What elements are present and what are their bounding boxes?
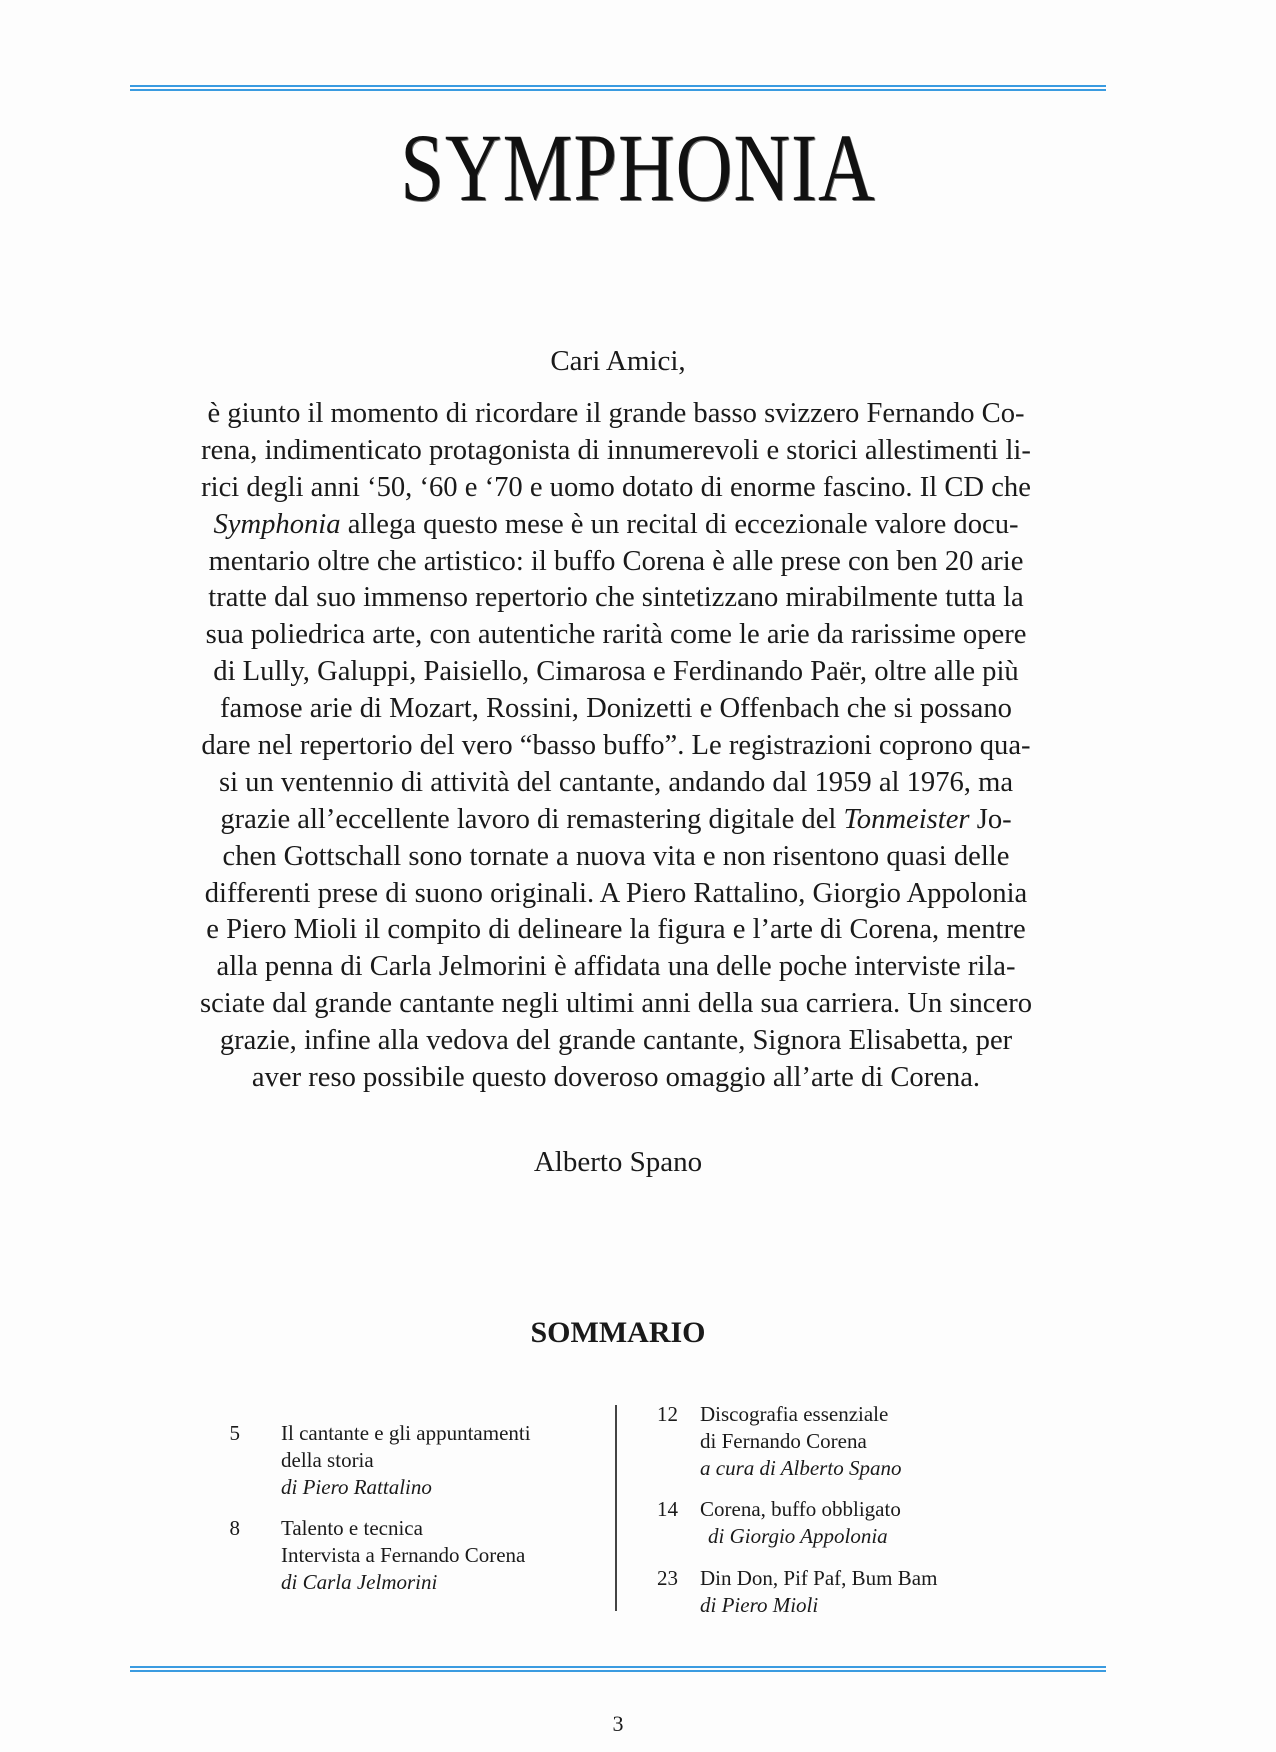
body-line: si un ventennio di attività del cantante, andando dal 1959 al 1976, ma (218, 766, 1014, 798)
toc-page-number: 12 (657, 1402, 678, 1426)
page-number: 3 (612, 1711, 624, 1736)
body-line: dare nel repertorio del vero “basso buffo”. Le registrazioni coprono qua- (201, 730, 1031, 762)
body-line: rena, indimenticato protagonista di innumerevoli e storici allestimenti li- (201, 434, 1031, 466)
toc-line: di Fernando Corena (700, 1429, 867, 1453)
toc-line: Discografia essenziale (700, 1402, 889, 1426)
toc-page-number: 23 (657, 1566, 678, 1590)
toc-page-number: 8 (229, 1516, 240, 1540)
toc-text (281, 1420, 531, 1501)
toc-line: Din Don, Pif Paf, Bum Bam (700, 1566, 938, 1590)
bottom-double-rule (130, 1666, 1106, 1672)
body-line: chen Gottschall sono tornate a nuova vita e non risentono quasi delle (222, 840, 1010, 872)
toc-text (281, 1515, 525, 1596)
toc-text (700, 1496, 901, 1550)
toc-line: Il cantante e gli appuntamenti (281, 1421, 531, 1445)
letter-greeting: Cari Amici, (550, 345, 686, 377)
body-line: differenti prese di suono originali. A Piero Rattalino, Giorgio Appolonia (204, 877, 1028, 909)
italic-magazine-name: Symphonia (213, 508, 341, 540)
body-line (136, 802, 1096, 839)
body-line: famose arie di Mozart, Rossini, Donizetti e Offenbach che si possano (220, 693, 1012, 725)
toc-text (700, 1565, 937, 1619)
body-line: di Lully, Galuppi, Paisiello, Cimarosa e Ferdinando Paër, oltre alle più (213, 656, 1019, 688)
body-line: aver reso possibile questo doveroso omaggio all’arte di Corena. (251, 1062, 981, 1094)
body-line: è giunto il momento di ricordare il grande basso svizzero Fernando Co- (207, 398, 1025, 429)
toc-author: di Giorgio Appolonia (708, 1524, 888, 1548)
toc-line: Intervista a Fernando Corena (281, 1543, 526, 1567)
body-line (136, 507, 1096, 544)
body-line-end: Jo- (969, 803, 1012, 835)
body-line: grazie, infine alla vedova del grande cantante, Signora Elisabetta, per (219, 1025, 1013, 1057)
body-line: alla penna di Carla Jelmorini è affidata una delle poche interviste rila- (216, 951, 1016, 983)
toc-line: Talento e tecnica (281, 1516, 423, 1540)
body-line: e Piero Mioli il compito di delineare la figura e l’arte di Corena, mentre (206, 914, 1026, 946)
toc-author: di Piero Mioli (700, 1593, 819, 1617)
toc-author: a cura di Alberto Spano (700, 1456, 902, 1480)
sommario-column-divider (615, 1405, 617, 1611)
letter-signature: Alberto Spano (533, 1146, 703, 1178)
body-line: sciate dal grande cantante negli ultimi anni della sua carriera. Un sincero (199, 988, 1033, 1020)
sommario-heading: SOMMARIO (530, 1316, 706, 1349)
body-line: mentario oltre che artistico: il buffo Corena è alle prese con ben 20 arie (208, 545, 1024, 577)
italic-tonmeister: Tonmeister (843, 803, 970, 835)
body-line: rici degli anni ‘50, ‘60 e ‘70 e uomo dotato di enorme fascino. Il CD che (201, 471, 1031, 503)
body-line: sua poliedrica arte, con autentiche rarità come le arie da rarissime opere (205, 619, 1027, 651)
body-line: tratte dal suo immenso repertorio che sintetizzano mirabilmente tutta la (208, 582, 1024, 614)
toc-author: di Piero Rattalino (281, 1475, 432, 1499)
toc-page-number: 5 (229, 1421, 240, 1445)
magazine-title: SYMPHONIA (400, 114, 876, 221)
top-double-rule (130, 85, 1106, 91)
toc-author: di Carla Jelmorini (281, 1570, 438, 1594)
toc-line: della storia (281, 1448, 374, 1472)
toc-line: Corena, buffo obbligato (700, 1497, 901, 1521)
body-line-start: grazie all’eccellente lavoro di remastering digitale del (220, 803, 844, 835)
toc-page-number: 14 (657, 1497, 678, 1521)
letter-body (136, 396, 1096, 1097)
toc-text (700, 1401, 901, 1482)
body-line-rest: allega questo mese è un recital di eccezionale valore docu- (340, 508, 1019, 540)
